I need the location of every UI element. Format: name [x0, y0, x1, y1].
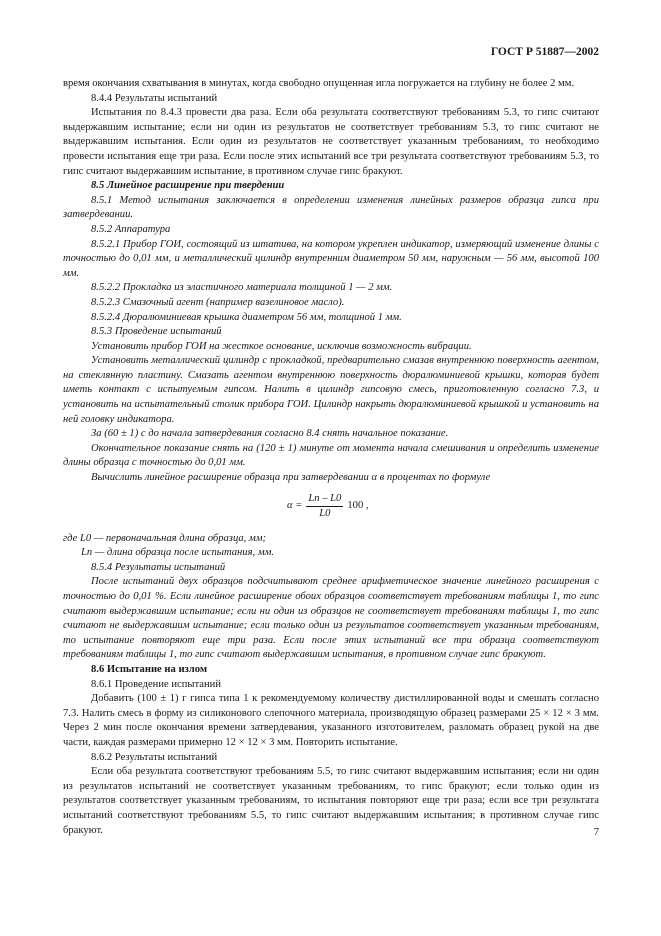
paragraph: Установить металлический цилиндр с прокладкой, предварительно смазав внутреннюю поверхность агентом, на стеклянную пластину. Смазать агентом внутреннюю поверхность дюралюминиевой крышки, которая будет иметь контакт с испытуемым гипсом. Налить в цилиндр гипсовую смесь, приготовленную согласно 7.3, и установить на испытательный столик прибора ГОИ. Цилиндр накрыть дюралюминиевой крышкой и установить на ней головку индикатора.: [63, 355, 599, 425]
section-heading: 8.6 Испытание на излом: [91, 663, 208, 675]
paragraph: За (60 ± 1) с до начала затвердевания согласно 8.4 снять начальное показание.: [91, 428, 449, 440]
paragraph: 8.5.2.3 Смазочный агент (например вазелиновое масло).: [91, 296, 345, 308]
paragraph: 8.5.2.4 Дюралюминиевая крышка диаметром 56 мм, толщиной 1 мм.: [91, 311, 402, 323]
page-body: [63, 77, 599, 838]
subsection-heading: 8.6.1 Проведение испытаний: [91, 678, 221, 690]
formula-denominator: L0: [319, 507, 331, 519]
paragraph: 8.5.1 Метод испытания заключается в определении изменения линейных размеров образца гипса при затвердевании.: [63, 194, 599, 221]
formula: [63, 486, 599, 532]
paragraph: Если оба результата соответствуют требованиям 5.5, то гипс считают выдержавшим испытания; если ни один из результатов испытаний не соответствует указанным требованиям, то гипс бракуют; если только один из результатов соответствует указанным требованиям, то испытания повторяют еще три раза; если все три результата испытаний соответствуют требованиям 5.5, то гипс считают выдержавшим испытания; в противном случае гипс бракуют.: [63, 766, 599, 836]
definition: где L0 — первоначальная длина образца, мм;: [63, 532, 267, 544]
paragraph: После испытаний двух образцов подсчитывают среднее арифметическое значение линейного расширения с точностью до 0,01 %. Если линейное расширение обоих образцов соответствует требованиям таблицы 1, то гипс считают выдержавшим испытание; если ни один из образцов не соответствует требованиям таблицы 1, то гипс считают не выдержавшим испытание; если только один из результатов соответствует указанным требованиям, то испытание повторяют еще три раза. Если после этих испытаний все три образца соответствуют требованиям таблицы 1, то гипс считают выдержавшим испытания, в противном случае гипс бракуют.: [63, 576, 599, 661]
formula-numerator: Lп – L0: [306, 492, 343, 507]
subsection-heading: 8.5.4 Результаты испытаний: [91, 561, 226, 573]
formula-fraction: [306, 492, 343, 521]
paragraph: Испытания по 8.4.3 провести два раза. Если оба результата соответствуют требованиям 5.3, то гипс считают выдержавшим испытание; если ни один из результатов не соответствует требованиям 5.3, то гипс считают не выдержавшим испытания. Если один из результатов не соответствует указанным требованиям, то необходимо провести испытания еще три раза. Если после этих испытаний все три результата соответствуют требованиям 5.3, то гипс считают выдержавшим испытание, в противном случае гипс бракуют.: [63, 107, 599, 177]
formula-lhs: α =: [287, 499, 303, 511]
paragraph: Окончательное показание снять на (120 ± 1) минуте от момента начала смешивания и определить изменение длины образца с точностью до 0,01 мм.: [63, 442, 599, 469]
paragraph: Вычислить линейное расширение образца при затвердевании α в процентах по формуле: [91, 472, 491, 484]
paragraph: 8.5.2.1 Прибор ГОИ, состоящий из штатива, на котором укреплен индикатор, измеряющий изменение длины с точностью до 0,01 мм, и металлический цилиндр внутренним диаметром 50 мм, наружным — 56 мм, высотой 100 мм.: [63, 238, 599, 279]
subsection-heading: 8.6.2 Результаты испытаний: [91, 751, 218, 763]
section-heading: 8.5 Линейное расширение при твердении: [91, 180, 285, 192]
page-header: ГОСТ Р 51887—2002: [490, 46, 599, 58]
formula-tail: 100 ,: [347, 499, 369, 511]
paragraph: время окончания схватывания в минутах, когда свободно опущенная игла погружается на глубину не более 2 мм.: [63, 78, 575, 89]
definition: Lп — длина образца после испытания, мм.: [81, 547, 274, 559]
page-number: 7: [593, 827, 599, 838]
paragraph: Установить прибор ГОИ на жесткое основание, исключив возможность вибрации.: [91, 340, 472, 352]
paragraph: Добавить (100 ± 1) г гипса типа 1 к рекомендуемому количеству дистиллированной воды и смешать согласно 7.3. Налить смесь в форму из силиконового слепочного материала, производящую образец размерами 25 × 12 × 3 мм. Через 2 мин после окончания времени затвердевания, указанного изготовителем, разломать образец рукой на две части, каждая размерами примерно 12 × 12 × 3 мм. Повторить испытание.: [63, 693, 599, 748]
paragraph: 8.5.2.2 Прокладка из эластичного материала толщиной 1 — 2 мм.: [91, 282, 393, 294]
subsection-heading: 8.5.2 Аппаратура: [91, 223, 171, 235]
subsection-heading: 8.4.4 Результаты испытаний: [91, 92, 218, 104]
subsection-heading: 8.5.3 Проведение испытаний: [91, 326, 222, 338]
